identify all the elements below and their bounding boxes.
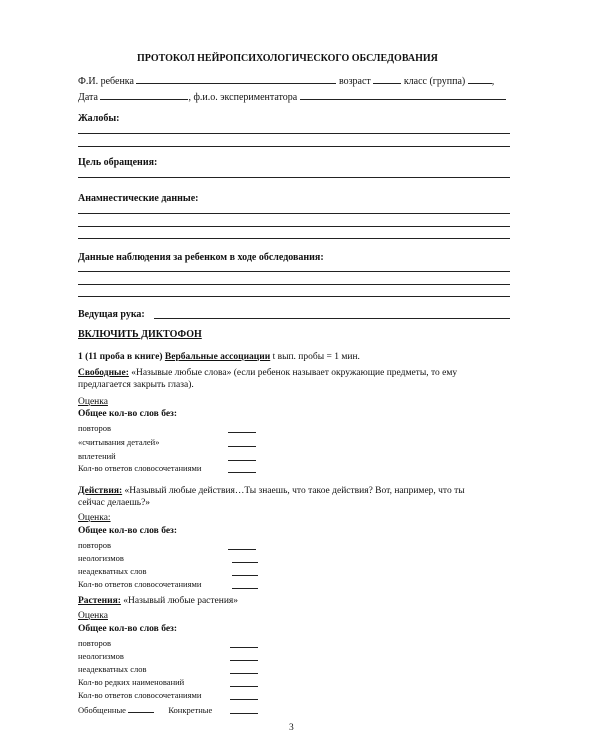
purpose-line[interactable] — [78, 177, 510, 178]
complaints-line-2[interactable] — [78, 146, 510, 147]
observation-line-2[interactable] — [78, 284, 510, 285]
plants-instruction-row — [78, 596, 238, 606]
plants-item-1: повторов — [78, 638, 111, 648]
free-item-2-blank[interactable] — [228, 446, 256, 447]
actions-item-2: неологизмов — [78, 553, 124, 563]
age-blank[interactable] — [373, 74, 401, 84]
complaints-heading: Жалобы: — [78, 113, 120, 124]
plants-total: Общее кол-во слов без: — [78, 624, 178, 634]
experimenter-blank[interactable] — [300, 90, 506, 100]
child-name-row: Ф.И. ребенка возраст класс (группа) , — [78, 76, 495, 87]
free-item-4-blank[interactable] — [228, 472, 256, 473]
free-rating: Оценка — [78, 397, 108, 407]
purpose-heading: Цель обращения: — [78, 157, 158, 168]
recorder-heading: ВКЛЮЧИТЬ ДИКТОФОН — [78, 329, 202, 340]
actions-label: Действия: — [78, 486, 123, 496]
plants-item-5: Кол-во ответов словосочетаниями — [78, 690, 202, 700]
free-instruction-row — [78, 368, 457, 378]
experimenter-label: , ф.и.о. экспериментатора — [188, 92, 298, 103]
plants-item-3-blank[interactable] — [230, 673, 258, 674]
test-header — [78, 352, 360, 362]
free-total: Общее кол-во слов без: — [78, 409, 178, 419]
child-name-label: Ф.И. ребенка — [78, 76, 134, 87]
plants-item-4-blank[interactable] — [230, 686, 258, 687]
page-title: ПРОТОКОЛ НЕЙРОПСИХОЛОГИЧЕСКОГО ОБСЛЕДОВАНИЯ — [137, 53, 438, 64]
free-item-4: Кол-во ответов словосочетаниями — [78, 463, 202, 473]
date-blank[interactable] — [100, 90, 188, 100]
date-label: Дата — [78, 92, 98, 103]
free-item-2: «считывания деталей» — [78, 437, 160, 447]
actions-instruction-2: сейчас делаешь?» — [78, 498, 151, 508]
test-time: t вып. пробы = 1 мин. — [272, 352, 360, 362]
test-number: 1 (11 проба в книге) — [78, 352, 163, 362]
test-name: Вербальные ассоциации — [164, 352, 271, 362]
child-name-blank[interactable] — [136, 74, 336, 84]
free-item-1-blank[interactable] — [228, 432, 256, 433]
actions-instruction-row — [78, 486, 465, 496]
class-blank[interactable] — [468, 74, 492, 84]
plants-item-3: неадекватных слов — [78, 664, 147, 674]
leading-hand-line[interactable] — [154, 318, 510, 319]
observation-line-1[interactable] — [78, 271, 510, 272]
generalized-label: Обобщенные — [78, 705, 126, 715]
plants-item-2-blank[interactable] — [230, 660, 258, 661]
page-number: 3 — [289, 723, 294, 733]
observation-line-3[interactable] — [78, 296, 510, 297]
anamnesis-line-3[interactable] — [78, 238, 510, 239]
free-item-1: повторов — [78, 423, 111, 433]
actions-item-2-blank[interactable] — [232, 562, 258, 563]
plants-item-1-blank[interactable] — [230, 647, 258, 648]
actions-item-1-blank[interactable] — [228, 549, 256, 550]
date-row — [78, 90, 506, 103]
leading-hand-heading: Ведущая рука: — [78, 309, 145, 320]
age-label: возраст — [338, 76, 371, 87]
actions-item-4: Кол-во ответов словосочетаниями — [78, 579, 202, 589]
anamnesis-heading: Анамнестические данные: — [78, 193, 199, 204]
actions-rating: Оценка: — [78, 513, 111, 523]
free-label: Свободные: — [78, 368, 129, 378]
actions-item-3-blank[interactable] — [232, 575, 258, 576]
plants-item-5-blank[interactable] — [230, 699, 258, 700]
actions-item-1: повторов — [78, 540, 111, 550]
anamnesis-line-2[interactable] — [78, 226, 510, 227]
concrete-blank[interactable] — [230, 713, 258, 714]
plants-label: Растения: — [78, 596, 121, 606]
generalized-concrete-row — [78, 704, 212, 715]
complaints-line-1[interactable] — [78, 133, 510, 134]
actions-item-3: неадекватных слов — [78, 566, 147, 576]
actions-instruction: «Назывый любые действия…Ты знаешь, что такое действия? Вот, например, что ты — [124, 486, 465, 496]
generalized-blank[interactable] — [128, 704, 154, 713]
free-item-3: вплетений — [78, 451, 116, 461]
plants-rating: Оценка — [78, 611, 108, 621]
actions-total: Общее кол-во слов без: — [78, 526, 178, 536]
anamnesis-line-1[interactable] — [78, 213, 510, 214]
actions-item-4-blank[interactable] — [232, 588, 258, 589]
class-label: класс (группа) — [403, 76, 466, 87]
free-instruction: «Назывые любые слова» (если ребенок называет окружающие предметы, то ему — [131, 368, 458, 378]
plants-instruction: «Назывый любые растения» — [123, 596, 239, 606]
plants-item-4: Кол-во редких наименований — [78, 677, 185, 687]
plants-item-2: неологизмов — [78, 651, 124, 661]
concrete-label: Конкретные — [168, 705, 213, 715]
observation-heading: Данные наблюдения за ребенком в ходе обследования: — [78, 252, 324, 263]
free-instruction-2: предлагается закрыть глаза). — [78, 380, 194, 390]
free-item-3-blank[interactable] — [228, 460, 256, 461]
